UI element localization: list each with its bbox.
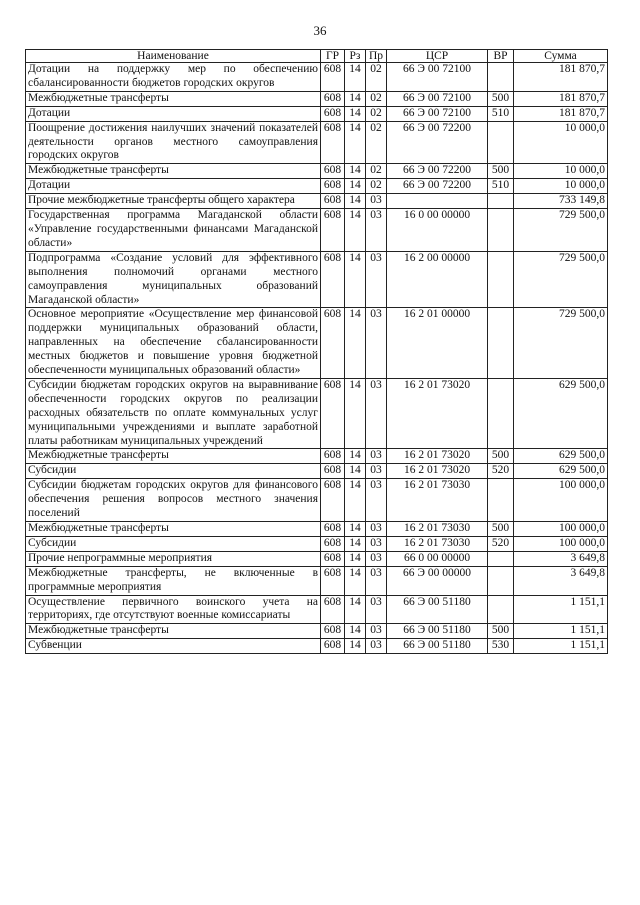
- pr-cell: 02: [366, 164, 387, 179]
- rz-cell: 14: [345, 522, 366, 537]
- table-row: [26, 106, 608, 121]
- csr-cell: 66 Э 00 51180: [387, 639, 488, 654]
- column-header-gr: ГР: [321, 50, 345, 63]
- name-cell: Межбюджетные трансферты: [26, 522, 321, 537]
- name-cell: Межбюджетные трансферты: [26, 449, 321, 464]
- name-cell: Поощрение достижения наилучших значений показателей деятельности органов местного самоуправления городских округов: [26, 121, 321, 164]
- pr-cell: 02: [366, 106, 387, 121]
- name-cell: Субсидии бюджетам городских округов для финансового обеспечения решения вопросов местного значения поселений: [26, 479, 321, 522]
- rz-cell: 14: [345, 624, 366, 639]
- sum-cell: 10 000,0: [514, 179, 608, 194]
- column-header-name: Наименование: [26, 50, 321, 63]
- rz-cell: 14: [345, 464, 366, 479]
- gr-cell: 608: [321, 479, 345, 522]
- column-header-vr: ВР: [488, 50, 514, 63]
- vr-cell: 520: [488, 536, 514, 551]
- csr-cell: 66 Э 00 72100: [387, 63, 488, 92]
- table-row: [26, 378, 608, 449]
- page-number: 36: [313, 23, 327, 38]
- name-cell: Межбюджетные трансферты: [26, 91, 321, 106]
- gr-cell: 608: [321, 551, 345, 566]
- vr-cell: 500: [488, 91, 514, 106]
- csr-cell: 66 0 00 00000: [387, 551, 488, 566]
- gr-cell: 608: [321, 194, 345, 209]
- pr-cell: 03: [366, 251, 387, 308]
- table-body: [26, 63, 608, 654]
- vr-cell: [488, 209, 514, 252]
- sum-cell: 1 151,1: [514, 595, 608, 624]
- rz-cell: 14: [345, 639, 366, 654]
- name-cell: Субсидии: [26, 464, 321, 479]
- sum-cell: 100 000,0: [514, 522, 608, 537]
- table-row: [26, 308, 608, 379]
- csr-cell: 66 Э 00 72200: [387, 164, 488, 179]
- pr-cell: 03: [366, 308, 387, 379]
- sum-cell: 629 500,0: [514, 464, 608, 479]
- rz-cell: 14: [345, 63, 366, 92]
- column-header-pr: Пр: [366, 50, 387, 63]
- rz-cell: 14: [345, 164, 366, 179]
- gr-cell: 608: [321, 106, 345, 121]
- rz-cell: 14: [345, 479, 366, 522]
- name-cell: Дотации на поддержку мер по обеспечению сбалансированности бюджетов городских округов: [26, 63, 321, 92]
- rz-cell: 14: [345, 378, 366, 449]
- table-row: [26, 63, 608, 92]
- name-cell: Субсидии: [26, 536, 321, 551]
- table-row: [26, 566, 608, 595]
- sum-cell: 729 500,0: [514, 251, 608, 308]
- rz-cell: 14: [345, 449, 366, 464]
- csr-cell: 16 2 01 00000: [387, 308, 488, 379]
- name-cell: Дотации: [26, 179, 321, 194]
- pr-cell: 03: [366, 522, 387, 537]
- vr-cell: [488, 63, 514, 92]
- pr-cell: 03: [366, 566, 387, 595]
- sum-cell: 100 000,0: [514, 479, 608, 522]
- name-cell: Основное мероприятие «Осуществление мер финансовой поддержки муниципальных образований области, направленных на обеспечение сбалансированности местных бюджетов и повышение уровня бюджетной обеспеченности муниципальных образований области»: [26, 308, 321, 379]
- table-row: [26, 179, 608, 194]
- csr-cell: 16 2 01 73020: [387, 378, 488, 449]
- table-row: [26, 639, 608, 654]
- gr-cell: 608: [321, 308, 345, 379]
- csr-cell: 66 Э 00 72200: [387, 121, 488, 164]
- table-row: [26, 522, 608, 537]
- sum-cell: 733 149,8: [514, 194, 608, 209]
- table-row: [26, 479, 608, 522]
- column-header-csr: ЦСР: [387, 50, 488, 63]
- pr-cell: 03: [366, 536, 387, 551]
- pr-cell: 03: [366, 464, 387, 479]
- vr-cell: 500: [488, 164, 514, 179]
- rz-cell: 14: [345, 194, 366, 209]
- sum-cell: 729 500,0: [514, 308, 608, 379]
- sum-cell: 100 000,0: [514, 536, 608, 551]
- pr-cell: 03: [366, 551, 387, 566]
- csr-cell: 66 Э 00 51180: [387, 595, 488, 624]
- csr-cell: 66 Э 00 51180: [387, 624, 488, 639]
- rz-cell: 14: [345, 595, 366, 624]
- pr-cell: 02: [366, 91, 387, 106]
- table-header-row: [26, 50, 608, 63]
- csr-cell: 16 2 01 73030: [387, 536, 488, 551]
- csr-cell: 66 Э 00 72100: [387, 106, 488, 121]
- name-cell: Осуществление первичного воинского учета на территориях, где отсутствуют военные комиссариаты: [26, 595, 321, 624]
- table-row: [26, 536, 608, 551]
- csr-cell: 16 2 01 73030: [387, 522, 488, 537]
- column-header-rz: Рз: [345, 50, 366, 63]
- gr-cell: 608: [321, 566, 345, 595]
- vr-cell: [488, 121, 514, 164]
- name-cell: Прочие непрограммные мероприятия: [26, 551, 321, 566]
- gr-cell: 608: [321, 595, 345, 624]
- rz-cell: 14: [345, 121, 366, 164]
- table-row: [26, 449, 608, 464]
- csr-cell: 16 2 01 73020: [387, 464, 488, 479]
- vr-cell: [488, 251, 514, 308]
- pr-cell: 02: [366, 179, 387, 194]
- sum-cell: 10 000,0: [514, 121, 608, 164]
- rz-cell: 14: [345, 308, 366, 379]
- pr-cell: 03: [366, 624, 387, 639]
- gr-cell: 608: [321, 639, 345, 654]
- csr-cell: 66 Э 00 00000: [387, 566, 488, 595]
- name-cell: Субвенции: [26, 639, 321, 654]
- gr-cell: 608: [321, 121, 345, 164]
- name-cell: Подпрограмма «Создание условий для эффективного выполнения полномочий органами местного самоуправления муниципальных образований Магаданской области»: [26, 251, 321, 308]
- csr-cell: 66 Э 00 72100: [387, 91, 488, 106]
- gr-cell: 608: [321, 624, 345, 639]
- gr-cell: 608: [321, 251, 345, 308]
- gr-cell: 608: [321, 449, 345, 464]
- vr-cell: [488, 551, 514, 566]
- rz-cell: 14: [345, 251, 366, 308]
- table-row: [26, 121, 608, 164]
- pr-cell: 02: [366, 121, 387, 164]
- gr-cell: 608: [321, 464, 345, 479]
- name-cell: Межбюджетные трансферты, не включенные в программные мероприятия: [26, 566, 321, 595]
- csr-cell: 66 Э 00 72200: [387, 179, 488, 194]
- rz-cell: 14: [345, 179, 366, 194]
- table-row: [26, 164, 608, 179]
- gr-cell: 608: [321, 522, 345, 537]
- vr-cell: [488, 378, 514, 449]
- table-row: [26, 595, 608, 624]
- vr-cell: 510: [488, 106, 514, 121]
- pr-cell: 03: [366, 378, 387, 449]
- pr-cell: 03: [366, 209, 387, 252]
- sum-cell: 1 151,1: [514, 639, 608, 654]
- vr-cell: 500: [488, 624, 514, 639]
- gr-cell: 608: [321, 91, 345, 106]
- gr-cell: 608: [321, 179, 345, 194]
- vr-cell: [488, 479, 514, 522]
- csr-cell: 16 2 01 73030: [387, 479, 488, 522]
- gr-cell: 608: [321, 378, 345, 449]
- vr-cell: 530: [488, 639, 514, 654]
- sum-cell: 10 000,0: [514, 164, 608, 179]
- rz-cell: 14: [345, 566, 366, 595]
- rz-cell: 14: [345, 91, 366, 106]
- pr-cell: 03: [366, 449, 387, 464]
- sum-cell: 181 870,7: [514, 106, 608, 121]
- table-row: [26, 624, 608, 639]
- name-cell: Субсидии бюджетам городских округов на выравнивание обеспеченности городских округов по реализации расходных обязательств по оплате коммунальных услуг муниципальными учреждениями и выплате заработной платы работникам муниципальных учреждений: [26, 378, 321, 449]
- csr-cell: 16 0 00 00000: [387, 209, 488, 252]
- sum-cell: 3 649,8: [514, 566, 608, 595]
- pr-cell: 03: [366, 639, 387, 654]
- budget-table: [25, 49, 608, 654]
- gr-cell: 608: [321, 536, 345, 551]
- pr-cell: 03: [366, 595, 387, 624]
- vr-cell: 500: [488, 522, 514, 537]
- vr-cell: [488, 595, 514, 624]
- vr-cell: [488, 194, 514, 209]
- gr-cell: 608: [321, 209, 345, 252]
- sum-cell: 181 870,7: [514, 91, 608, 106]
- name-cell: Межбюджетные трансферты: [26, 164, 321, 179]
- sum-cell: 1 151,1: [514, 624, 608, 639]
- table-row: [26, 551, 608, 566]
- sum-cell: 3 649,8: [514, 551, 608, 566]
- table-row: [26, 91, 608, 106]
- gr-cell: 608: [321, 63, 345, 92]
- rz-cell: 14: [345, 551, 366, 566]
- name-cell: Дотации: [26, 106, 321, 121]
- rz-cell: 14: [345, 209, 366, 252]
- csr-cell: [387, 194, 488, 209]
- pr-cell: 03: [366, 479, 387, 522]
- table-row: [26, 209, 608, 252]
- vr-cell: 500: [488, 449, 514, 464]
- rz-cell: 14: [345, 536, 366, 551]
- vr-cell: 520: [488, 464, 514, 479]
- vr-cell: [488, 566, 514, 595]
- sum-cell: 629 500,0: [514, 449, 608, 464]
- name-cell: Государственная программа Магаданской области «Управление государственными финансами Магаданской области»: [26, 209, 321, 252]
- gr-cell: 608: [321, 164, 345, 179]
- vr-cell: [488, 308, 514, 379]
- name-cell: Прочие межбюджетные трансферты общего характера: [26, 194, 321, 209]
- csr-cell: 16 2 00 00000: [387, 251, 488, 308]
- pr-cell: 02: [366, 63, 387, 92]
- table-row: [26, 251, 608, 308]
- table-row: [26, 464, 608, 479]
- vr-cell: 510: [488, 179, 514, 194]
- column-header-sum: Сумма: [514, 50, 608, 63]
- name-cell: Межбюджетные трансферты: [26, 624, 321, 639]
- sum-cell: 629 500,0: [514, 378, 608, 449]
- sum-cell: 181 870,7: [514, 63, 608, 92]
- table-row: [26, 194, 608, 209]
- csr-cell: 16 2 01 73020: [387, 449, 488, 464]
- pr-cell: 03: [366, 194, 387, 209]
- sum-cell: 729 500,0: [514, 209, 608, 252]
- rz-cell: 14: [345, 106, 366, 121]
